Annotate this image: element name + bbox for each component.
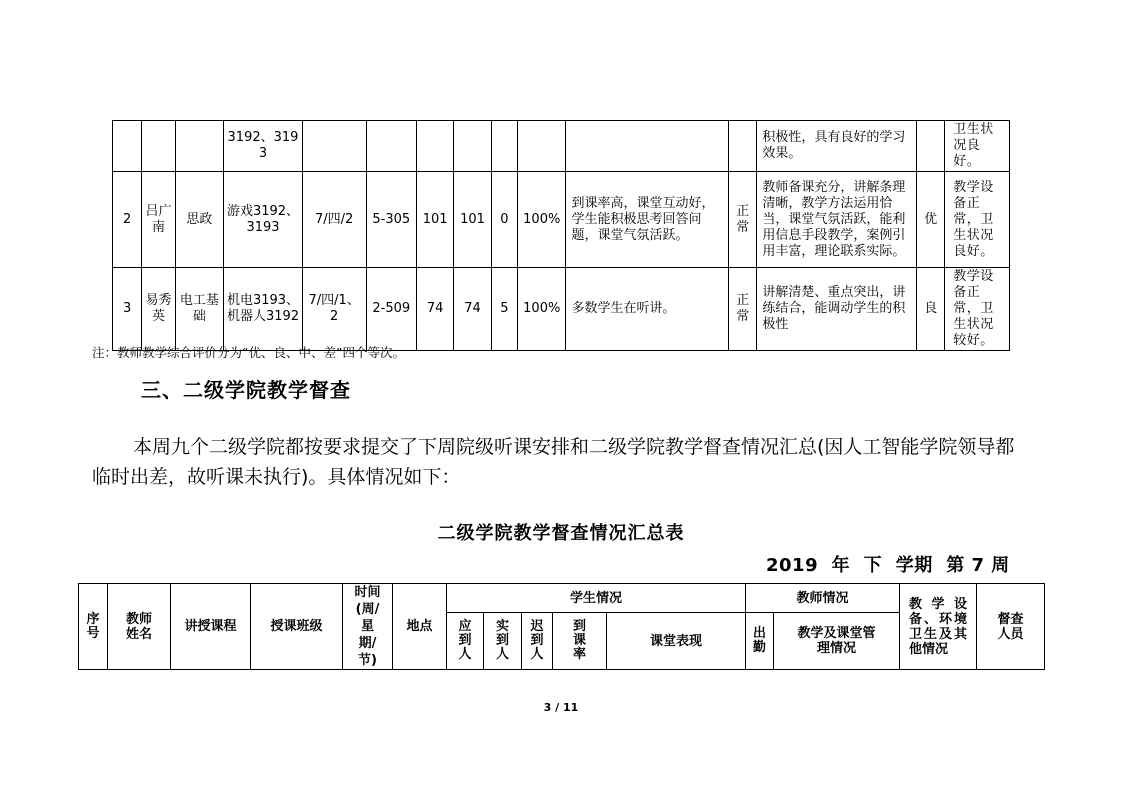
- cell-late: [491, 121, 517, 172]
- header-location: 地点: [393, 584, 447, 670]
- cell-teacher: 易秀英: [142, 268, 175, 351]
- table-row: [113, 121, 1010, 172]
- header-supervisor: 督查人员: [977, 584, 1045, 670]
- cell-rate: [518, 121, 566, 172]
- cell-performance: 多数学生在听讲。: [566, 268, 729, 351]
- body-paragraph: 本周九个二级学院都按要求提交了下周院级听课安排和二级学院教学督查情况汇总(因人工智能学院领导都临时出差，故听课未执行)。具体情况如下：: [92, 436, 1015, 488]
- header-management: 教学及课堂管理情况: [774, 613, 900, 670]
- term-label: 2019 年 下 学期 第 7 周: [766, 555, 1010, 576]
- cell-actual: [454, 121, 491, 172]
- header-students: 学生情况: [447, 584, 746, 613]
- cell-course: 电工基础: [175, 268, 223, 351]
- cell-time: 7/四/1、2: [302, 268, 366, 351]
- header-row: [79, 584, 1045, 613]
- cell-late: 0: [491, 172, 517, 268]
- header-course: 讲授课程: [171, 584, 251, 670]
- cell-teacher: [142, 121, 175, 172]
- summary-table-title: 二级学院教学督查情况汇总表: [437, 523, 685, 544]
- cell-rate: 100%: [518, 172, 566, 268]
- header-teacher: 教师姓名: [108, 584, 171, 670]
- cell-teacher: 吕广南: [142, 172, 175, 268]
- cell-rate: 100%: [518, 268, 566, 351]
- cell-expected: [417, 121, 454, 172]
- cell-grade: 良: [916, 268, 944, 351]
- cell-period: 5-305: [366, 172, 417, 268]
- header-actual: 实到人: [484, 613, 522, 670]
- cell-actual: 74: [454, 268, 491, 351]
- cell-grade: 优: [916, 172, 944, 268]
- cell-attendance: 正常: [729, 172, 757, 268]
- page-number: 3 / 11: [543, 701, 579, 714]
- cell-class: 3192、3193: [224, 121, 303, 172]
- cell-late: 5: [491, 268, 517, 351]
- cell-time: [302, 121, 366, 172]
- cell-actual: 101: [454, 172, 491, 268]
- cell-index: 3: [113, 268, 142, 351]
- header-expected: 应到人: [447, 613, 484, 670]
- cell-attendance: [729, 121, 757, 172]
- section-title: 三、二级学院教学督查: [141, 378, 351, 402]
- cell-period: [366, 121, 417, 172]
- header-equipment: 教学设备、环境卫生及其他情况: [900, 584, 977, 670]
- header-time: 时间(周/星期/节): [343, 584, 393, 670]
- header-index: 序号: [79, 584, 108, 670]
- cell-index: [113, 121, 142, 172]
- supervision-summary-table: [78, 583, 1045, 670]
- header-rate: 到课率: [553, 613, 607, 670]
- cell-hygiene: 教学设备正常，卫生状况较好。: [945, 268, 1010, 351]
- cell-teaching: 积极性，具有良好的学习效果。: [757, 121, 917, 172]
- cell-attendance: 正常: [729, 268, 757, 351]
- cell-hygiene: 教学设备正常，卫生状况良好。: [945, 172, 1010, 268]
- cell-grade: [916, 121, 944, 172]
- cell-teaching: 讲解清楚、重点突出，讲练结合，能调动学生的积极性: [757, 268, 917, 351]
- table-row: [113, 172, 1010, 268]
- header-performance: 课堂表现: [607, 613, 746, 670]
- cell-performance: [566, 121, 729, 172]
- cell-performance: 到课率高，课堂互动好，学生能积极思考回答问题，课堂气氛活跃。: [566, 172, 729, 268]
- header-late: 迟到人: [522, 613, 553, 670]
- cell-class: 游戏3192、3193: [224, 172, 303, 268]
- cell-class: 机电3193、机器人3192: [224, 268, 303, 351]
- header-attendance: 出勤: [746, 613, 774, 670]
- lecture-evaluation-table: [112, 120, 1010, 351]
- cell-hygiene: 卫生状况良好。: [945, 121, 1010, 172]
- cell-expected: 101: [417, 172, 454, 268]
- cell-expected: 74: [417, 268, 454, 351]
- cell-teaching: 教师备课充分，讲解条理清晰，教学方法运用恰当，课堂气氛活跃，能利用信息手段教学，案例引用丰富，理论联系实际。: [757, 172, 917, 268]
- cell-time: 7/四/2: [302, 172, 366, 268]
- cell-index: 2: [113, 172, 142, 268]
- table-row: [113, 268, 1010, 351]
- cell-period: 2-509: [366, 268, 417, 351]
- cell-course: [175, 121, 223, 172]
- header-teacher-status: 教师情况: [746, 584, 900, 613]
- evaluation-note: 注：教师教学综合评价分为“优、良、中、差”四个等次。: [92, 345, 405, 360]
- header-class: 授课班级: [251, 584, 343, 670]
- cell-course: 思政: [175, 172, 223, 268]
